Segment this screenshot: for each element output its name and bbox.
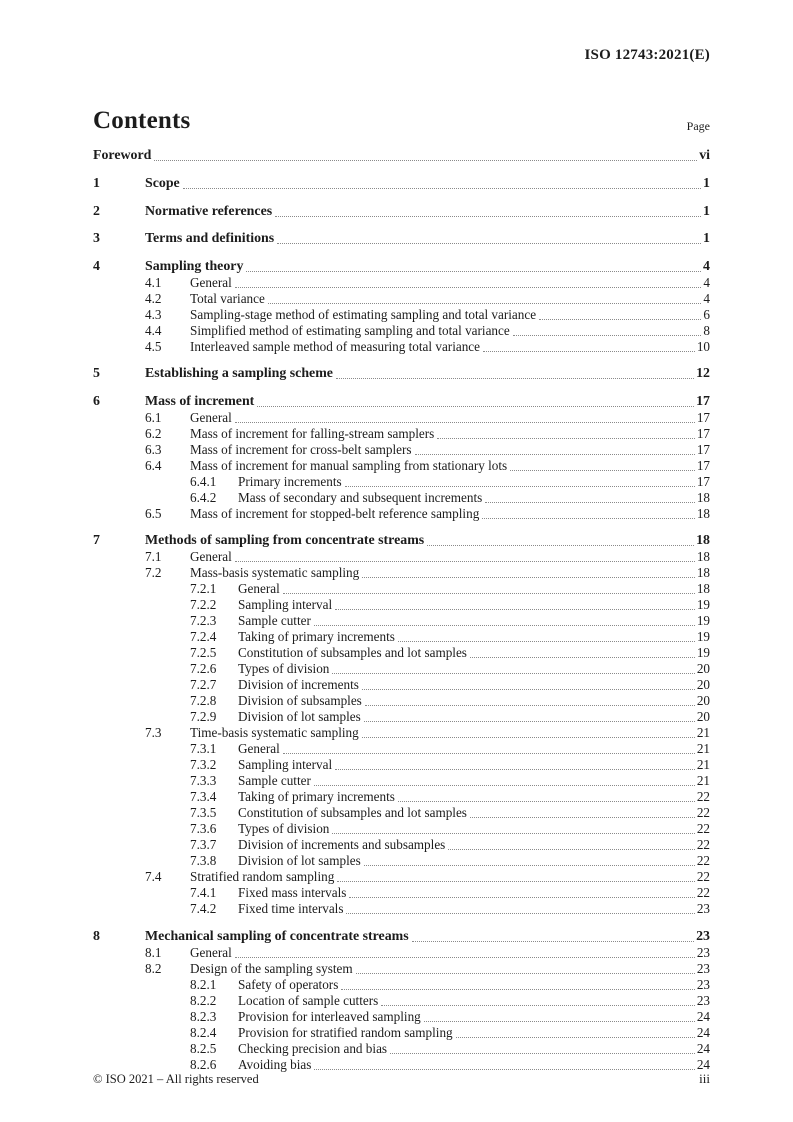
toc-entry-title: Mass of increment for falling-stream samplers [190,425,435,441]
toc-entry-title: General [190,549,232,564]
dot-leader [356,961,695,974]
toc-entry-number: 8.2.5 [190,1040,217,1056]
toc-entry-title: Types of division [238,821,330,836]
dot-leader [362,725,695,738]
toc-entry-number: 7.1 [145,549,162,564]
document-reference: ISO 12743:2021(E) [584,47,710,63]
toc-row [93,458,710,474]
dot-leader [275,204,701,217]
toc-entry-page: 23 [696,976,710,992]
toc-entry-number: 8.2.3 [190,1008,217,1024]
toc-entry-page: 17 [696,409,710,425]
toc-entry-number: 7.2 [145,565,162,580]
dot-leader [283,741,695,754]
dot-leader [154,148,697,161]
toc-row [93,725,710,741]
toc-entry-page: 24 [696,1040,710,1056]
toc-entry-page: 1 [703,203,710,219]
toc-entry-page: 24 [696,1056,710,1072]
toc-entry-title: Sample cutter [238,613,311,628]
toc-entry-page: 12 [696,366,710,381]
toc-row [93,1041,710,1057]
toc-entry-page: 21 [696,741,710,756]
toc-entry-number: 1 [93,176,100,191]
toc-row [93,869,710,885]
toc-entry-page: 18 [696,581,710,596]
dot-leader [364,709,695,722]
toc-entry-number: 7.2.5 [190,645,217,660]
toc-row [93,629,710,645]
dot-leader [341,977,694,990]
dot-leader [470,805,695,818]
toc-entry-number: 4.5 [145,338,162,354]
toc-list [93,148,710,1073]
dot-leader [337,869,695,882]
dot-leader [412,929,694,942]
toc-entry-page: 1 [703,176,710,191]
toc-entry-page: 23 [696,992,710,1008]
dot-leader [332,821,694,834]
toc-entry-number: 8.2.1 [190,976,217,992]
toc-row [93,661,710,677]
dot-leader [398,789,695,802]
toc-row [93,474,710,490]
toc-entry-page: vi [699,148,710,163]
toc-entry-page: 22 [696,789,710,804]
toc-entry-page: 10 [696,338,710,354]
toc-row [93,366,710,382]
toc-row [93,339,710,355]
dot-leader [235,945,695,958]
toc-entry-number: 7.2.4 [190,629,217,644]
toc-row [93,410,710,426]
toc-entry-number: 7.3.5 [190,805,217,820]
toc-entry-page: 23 [696,960,710,976]
toc-entry-page: 17 [696,393,710,409]
dot-leader [381,993,695,1006]
toc-entry-title: Time-basis systematic sampling [190,725,359,740]
dot-leader [364,853,695,866]
dot-leader [510,458,695,471]
toc-entry-page: 19 [696,613,710,628]
toc-entry-number: 6.5 [145,505,162,521]
toc-entry-page: 1 [703,231,710,246]
toc-entry-number: 6.4 [145,457,162,473]
toc-entry-number: 7.4 [145,869,162,884]
toc-row [93,394,710,410]
toc-entry-title: Design of the sampling system [190,960,353,976]
toc-entry-title: Total variance [190,290,265,306]
dot-leader [365,693,695,706]
toc-entry-title: Sampling-stage method of estimating sampling and total variance [190,306,537,322]
toc-entry-number: 8.2.4 [190,1024,217,1040]
toc-row [93,693,710,709]
toc-entry-title: Sampling interval [238,757,333,772]
toc-row [93,291,710,307]
toc-entry-page: 24 [696,1024,710,1040]
toc-row [93,789,710,805]
toc-entry-title: Provision for stratified random sampling [238,1024,453,1040]
toc-entry-number: 8.2 [145,960,162,976]
toc-entry-number: 6.3 [145,441,162,457]
dot-leader [437,426,695,439]
toc-row [93,490,710,506]
dot-leader [456,1025,695,1038]
toc-row [93,323,710,339]
toc-entry-page: 19 [696,645,710,660]
toc-entry-number: 6 [93,393,100,409]
dot-leader [283,581,695,594]
toc-entry-page: 18 [696,505,710,521]
toc-entry-page: 17 [696,441,710,457]
dot-leader [335,757,695,770]
toc-row [93,945,710,961]
toc-entry-number: 7.3 [145,725,162,740]
toc-entry-page: 20 [696,693,710,708]
toc-entry-title: Taking of primary increments [238,629,395,644]
toc-row [93,565,710,581]
toc-entry-number: 7.3.6 [190,821,217,836]
dot-leader [246,259,701,272]
toc-entry-title: Checking precision and bias [238,1040,388,1056]
toc-entry-page: 20 [696,661,710,676]
toc-entry-number: 8.2.2 [190,992,217,1008]
toc-entry-number: 7.3.7 [190,837,217,852]
toc-entry-number: 7.2.6 [190,661,217,676]
toc-entry-number: 8.2.6 [190,1056,217,1072]
toc-entry-number: 6.4.1 [190,473,217,489]
toc-row [93,929,710,945]
toc-entry-number: 7.4.2 [190,901,217,916]
toc-entry-page: 22 [696,805,710,820]
toc-entry-number: 7.2.1 [190,581,217,596]
toc-entry-title: Primary increments [238,473,342,489]
toc-entry-title: Safety of operators [238,976,339,992]
dot-leader [268,291,702,304]
toc-entry-title: Constitution of subsamples and lot samples [238,805,467,820]
toc-entry-title: Methods of sampling from concentrate streams [145,533,425,548]
toc-entry-title: General [190,944,232,960]
dot-leader [257,394,694,407]
contents-header [93,106,710,136]
folio-page-number: iii [699,1071,710,1086]
toc-row [93,645,710,661]
toc-entry-title: General [238,741,280,756]
toc-entry-page: 23 [696,928,710,944]
toc-row [93,442,710,458]
toc-entry-title: Sample cutter [238,773,311,788]
toc-entry-page: 6 [703,306,710,322]
toc-row [93,148,710,164]
toc-row [93,885,710,901]
toc-entry-title: Types of division [238,661,330,676]
toc-entry-title: Provision for interleaved sampling [238,1008,421,1024]
toc-entry-page: 4 [703,258,710,274]
toc-entry-page: 4 [703,290,710,306]
dot-leader [235,275,702,288]
toc-entry-page: 17 [696,457,710,473]
dot-leader [390,1041,695,1054]
toc-row [93,993,710,1009]
toc-entry-page: 24 [696,1008,710,1024]
toc-entry-number: 7.2.3 [190,613,217,628]
toc-entry-page: 18 [696,565,710,580]
toc-row [93,275,710,291]
toc-row [93,597,710,613]
toc-entry-number: 7.3.2 [190,757,217,772]
dot-leader [345,474,695,487]
toc-entry-title: Foreword [93,148,152,163]
toc-entry-page: 22 [696,869,710,884]
toc-entry-number: 6.2 [145,425,162,441]
toc-row [93,837,710,853]
dot-leader [314,613,695,626]
toc-entry-page: 21 [696,725,710,740]
toc-entry-title: Simplified method of estimating sampling and total variance [190,322,510,338]
toc-entry-page: 22 [696,837,710,852]
toc-row [93,581,710,597]
copyright-notice: © ISO 2021 – All rights reserved [93,1072,259,1086]
toc-entry-title: Normative references [145,203,273,219]
toc-entry-number: 7.2.9 [190,709,217,724]
toc-entry-title: Division of lot samples [238,709,361,724]
toc-entry-number: 2 [93,203,100,219]
toc-row [93,961,710,977]
toc-entry-number: 8.1 [145,944,162,960]
toc-entry-title: Mass of increment for cross-belt samplers [190,441,412,457]
dot-leader [448,837,695,850]
toc-row [93,773,710,789]
dot-leader [415,442,695,455]
toc-row [93,426,710,442]
toc-row [93,231,710,247]
dot-leader [485,490,695,503]
toc-row [93,613,710,629]
dot-leader [335,597,695,610]
dot-leader [336,366,694,379]
toc-entry-title: Mass of secondary and subsequent increments [238,489,483,505]
toc-entry-page: 22 [696,853,710,868]
page-title: Contents [93,107,191,134]
dot-leader [235,410,695,423]
toc-entry-page: 8 [703,322,710,338]
dot-leader [470,645,695,658]
toc-row [93,1009,710,1025]
toc-row [93,176,710,192]
toc-entry-number: 4.4 [145,322,162,338]
toc-entry-number: 7.4.1 [190,885,217,900]
toc-entry-title: Constitution of subsamples and lot samples [238,645,467,660]
toc-entry-page: 19 [696,629,710,644]
toc-entry-title: Mass of increment [145,393,255,409]
toc-entry-number: 6.4.2 [190,489,217,505]
toc-row [93,901,710,917]
toc-entry-page: 4 [703,274,710,290]
toc-entry-number: 8 [93,928,100,944]
toc-row [93,709,710,725]
toc-entry-number: 4.1 [145,274,162,290]
toc-entry-title: Stratified random sampling [190,869,335,884]
dot-leader [235,549,695,562]
toc-entry-page: 21 [696,773,710,788]
toc-entry-page: 20 [696,677,710,692]
toc-entry-page: 18 [696,533,710,548]
page-column-label: Page [686,119,710,133]
toc-entry-page: 22 [696,885,710,900]
dot-leader [398,629,695,642]
toc-entry-page: 17 [696,425,710,441]
toc-entry-title: General [238,581,280,596]
toc-entry-title: Avoiding bias [238,1056,312,1072]
toc-entry-title: Sampling interval [238,597,333,612]
dot-leader [349,885,694,898]
dot-leader [513,323,702,336]
dot-leader [277,231,701,244]
toc-entry-page: 20 [696,709,710,724]
toc-entry-title: Interleaved sample method of measuring total variance [190,338,481,354]
toc-entry-number: 7.2.7 [190,677,217,692]
toc-row [93,506,710,522]
toc-entry-title: Sampling theory [145,258,244,274]
toc-entry-title: Location of sample cutters [238,992,379,1008]
toc-entry-title: Mechanical sampling of concentrate streams [145,928,409,944]
toc-entry-number: 7 [93,533,100,548]
dot-leader [482,506,695,519]
page-footer [93,1071,710,1087]
toc-row [93,977,710,993]
toc-entry-number: 4.2 [145,290,162,306]
toc-row [93,1025,710,1041]
toc-entry-title: Fixed mass intervals [238,885,347,900]
toc-entry-page: 18 [696,549,710,564]
dot-leader [314,773,695,786]
toc-row [93,533,710,549]
toc-entry-page: 23 [696,944,710,960]
toc-entry-title: Division of subsamples [238,693,362,708]
dot-leader [332,661,694,674]
toc-entry-number: 7.3.3 [190,773,217,788]
toc-entry-page: 21 [696,757,710,772]
toc-entry-number: 7.2.8 [190,693,217,708]
toc-row [93,821,710,837]
toc-entry-number: 6.1 [145,409,162,425]
toc-entry-number: 7.3.4 [190,789,217,804]
toc-entry-title: Division of increments [238,677,359,692]
toc-entry-page: 18 [696,489,710,505]
dot-leader [483,339,695,352]
dot-leader [346,901,694,914]
toc-entry-number: 4.3 [145,306,162,322]
dot-leader [539,307,701,320]
toc-entry-page: 23 [696,901,710,916]
toc-entry-title: Division of lot samples [238,853,361,868]
dot-leader [427,533,694,546]
toc-entry-title: Establishing a sampling scheme [145,366,333,381]
toc-entry-title: Fixed time intervals [238,901,344,916]
toc-entry-title: Mass-basis systematic sampling [190,565,360,580]
toc-row [93,853,710,869]
toc-row [93,259,710,275]
toc-row [93,805,710,821]
dot-leader [424,1009,695,1022]
toc-row [93,307,710,323]
toc-entry-page: 17 [696,473,710,489]
toc-entry-page: 22 [696,821,710,836]
toc-entry-title: Taking of primary increments [238,789,395,804]
toc-entry-title: General [190,274,232,290]
toc-entry-number: 7.2.2 [190,597,217,612]
toc-row [93,204,710,220]
dot-leader [314,1057,694,1070]
toc-entry-title: Division of increments and subsamples [238,837,446,852]
dot-leader [362,677,695,690]
toc-entry-number: 4 [93,258,100,274]
toc-entry-title: Scope [145,176,180,191]
toc-entry-title: Terms and definitions [145,231,275,246]
toc-entry-number: 5 [93,366,100,381]
toc-entry-number: 3 [93,231,100,246]
toc-row [93,741,710,757]
toc-entry-page: 19 [696,597,710,612]
toc-row [93,757,710,773]
toc-entry-number: 7.3.8 [190,853,217,868]
toc-entry-title: Mass of increment for manual sampling from stationary lots [190,457,508,473]
toc-row [93,677,710,693]
toc-entry-title: Mass of increment for stopped-belt reference sampling [190,505,480,521]
dot-leader [183,176,701,189]
dot-leader [362,565,695,578]
document-page [93,0,710,1122]
toc-row [93,549,710,565]
toc-entry-title: General [190,409,232,425]
toc-entry-number: 7.3.1 [190,741,217,756]
